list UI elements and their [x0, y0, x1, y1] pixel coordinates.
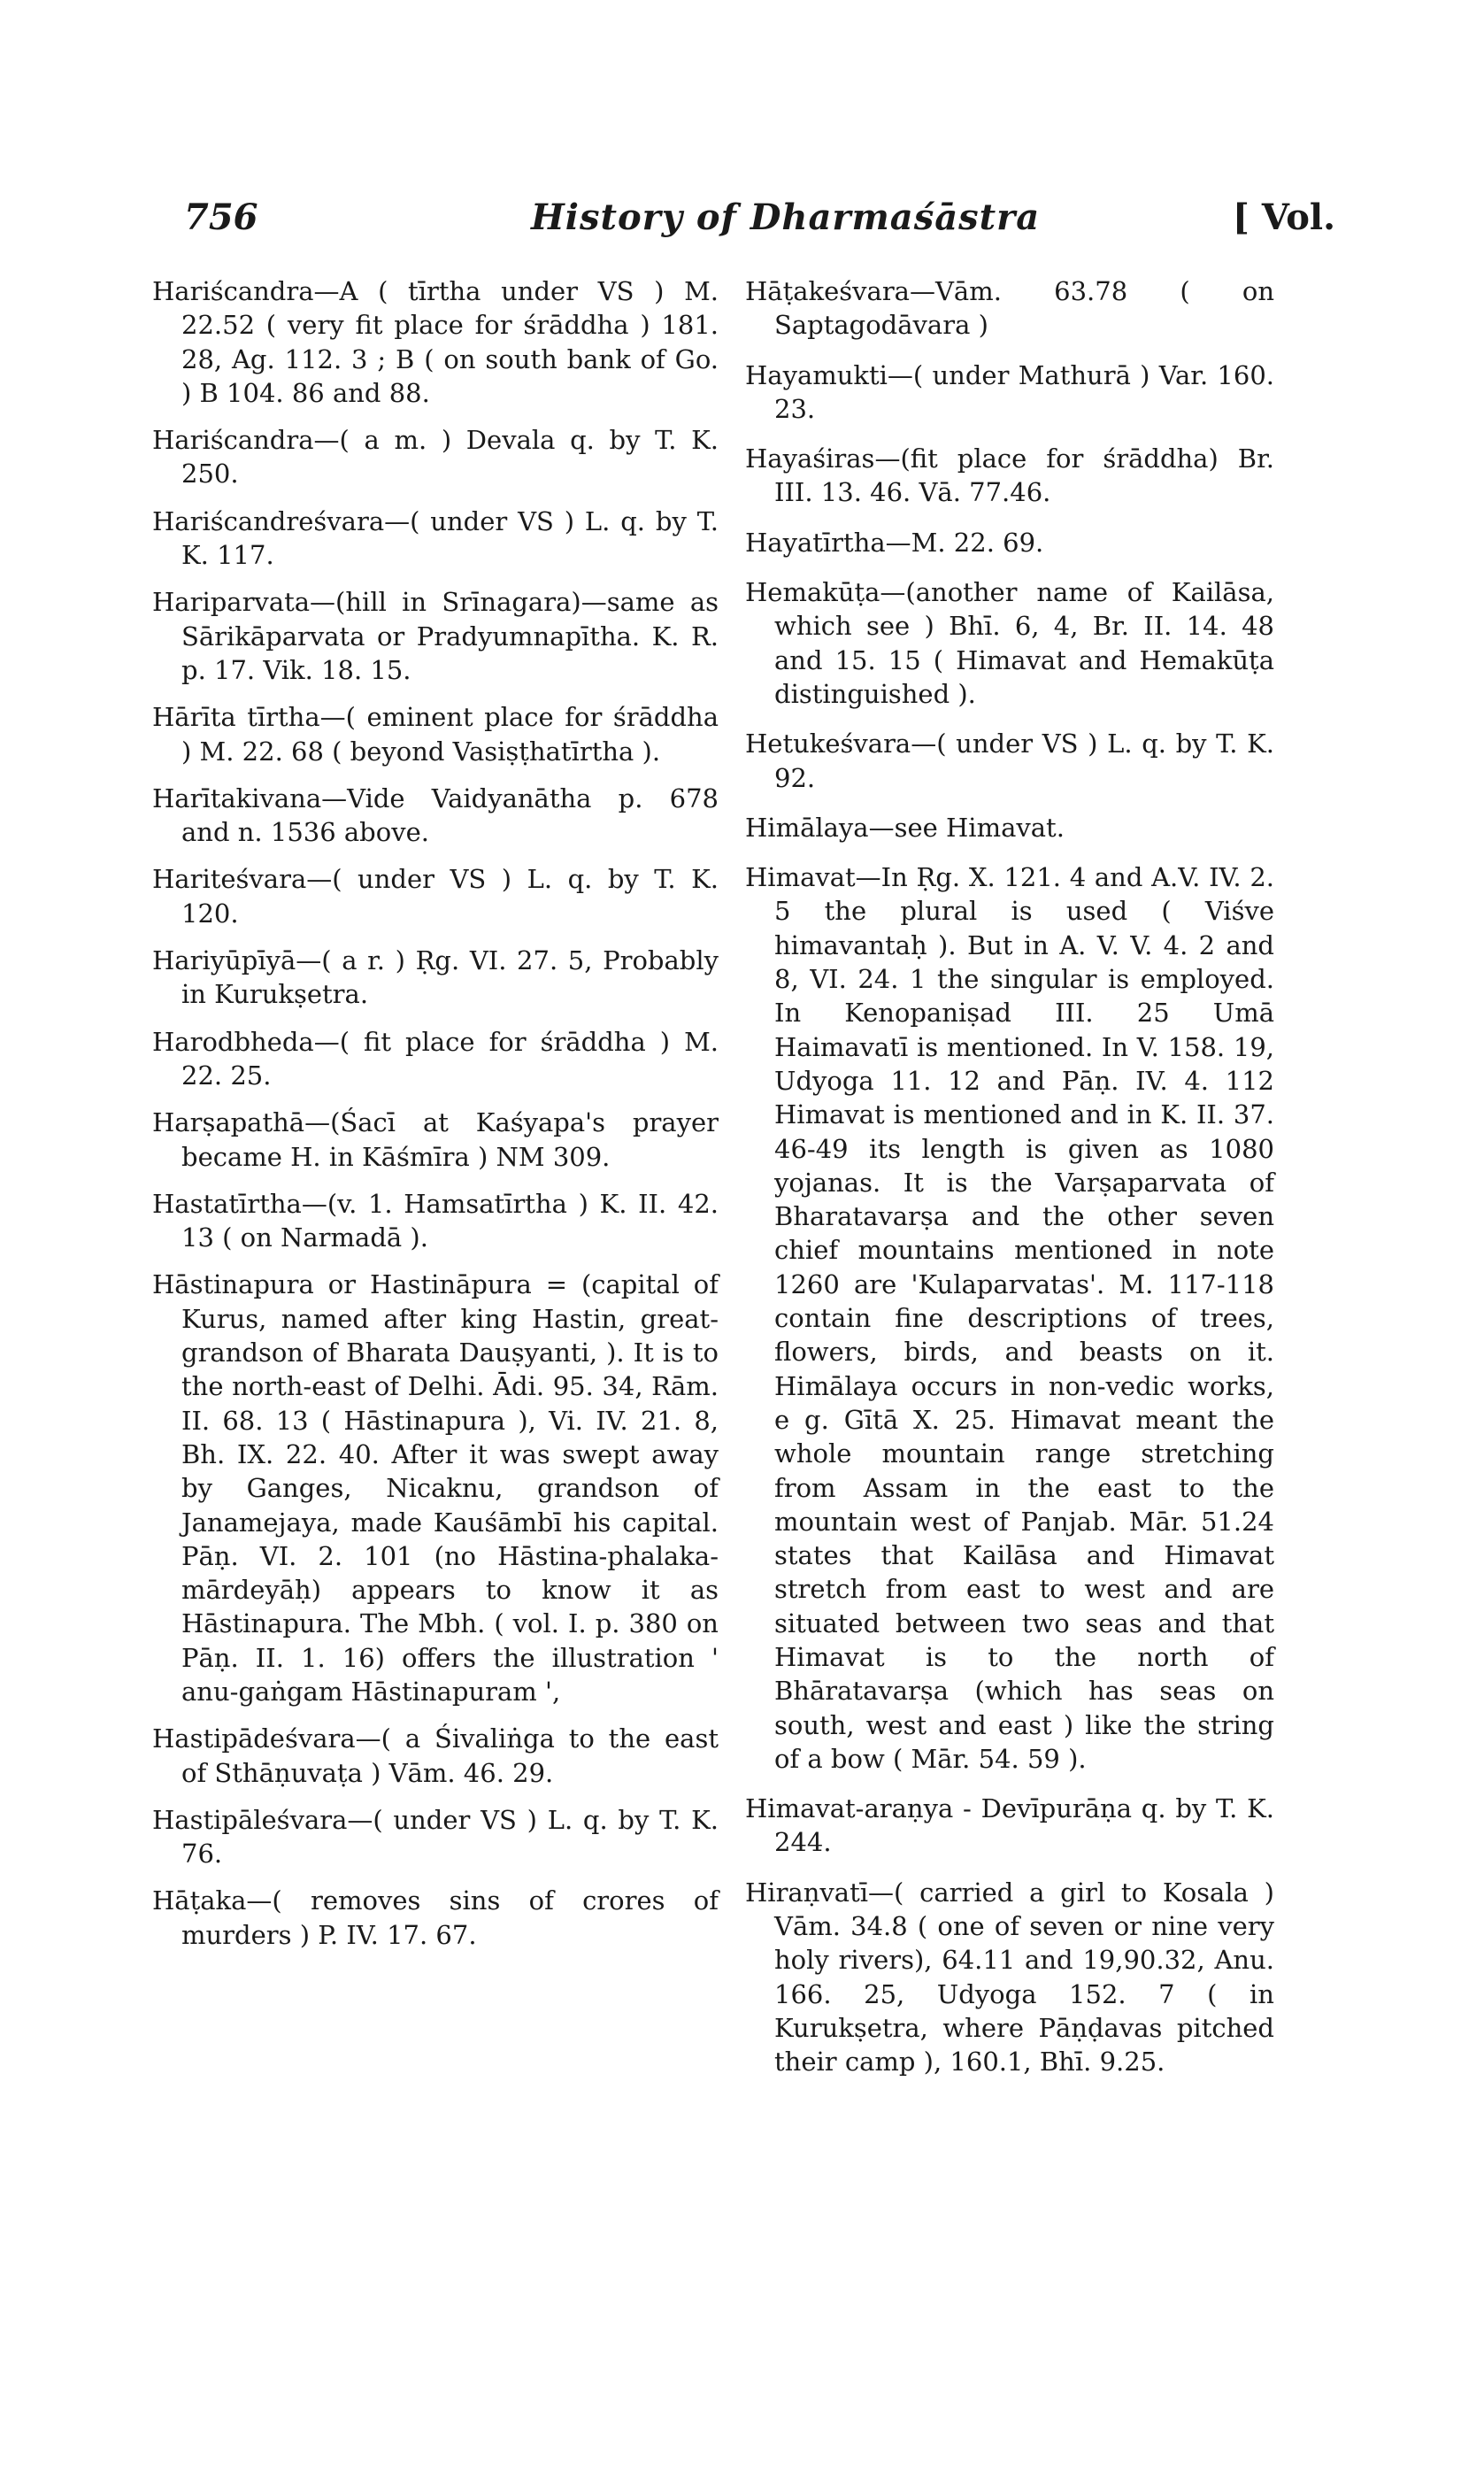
entry: Himālaya—see Himavat.	[745, 812, 1065, 843]
entry: Hastipādeśvara—( a Śivaliṅga to the east of Sthāṇuvaṭa ) Vām. 46. 29.	[152, 1723, 719, 1788]
entry: Harodbheda—( fit place for śrāddha ) M. 22. 25.	[152, 1026, 719, 1091]
entry: Hariteśvara—( under VS ) L. q. by T. K. 120.	[152, 864, 719, 929]
entry: Harītakivana—Vide Vaidyanātha p. 678 and n. 1536 above.	[152, 783, 719, 848]
entry: Hāṭakeśvara—Vām. 63.78 ( on Saptagodāvara )	[745, 276, 1274, 341]
entry: Hariścandra—A ( tīrtha under VS ) M. 22.52 ( very fit place for śrāddha ) 181. 28, Ag. 112. 3 ; B ( on south bank of Go. ) B 104. 86 and 88.	[152, 276, 719, 408]
entry: Hariścandra—( a m. ) Devala q. by T. K. 250.	[152, 425, 719, 490]
entry: Hastatīrtha—(v. 1. Hamsatīrtha ) K. II. 42. 13 ( on Narmadā ).	[152, 1188, 719, 1253]
entry: Hemakūṭa—(another name of Kailāsa, which see ) Bhī. 6, 4, Br. II. 14. 48 and 15. 15 ( Himavat and Hemakūṭa distinguished ).	[745, 577, 1274, 709]
entry: Hayatīrtha—M. 22. 69.	[745, 527, 1044, 558]
entry: Harṣapathā—(Śacī at Kaśyapa's prayer became H. in Kāśmīra ) NM 309.	[152, 1107, 719, 1172]
entry: Hārīta tīrtha—( eminent place for śrāddha ) M. 22. 68 ( beyond Vasiṣṭhatīrtha ).	[152, 702, 719, 767]
entry: Hayaśiras—(fit place for śrāddha) Br. III. 13. 46. Vā. 77.46.	[745, 443, 1274, 508]
entry: Hariparvata—(hill in Srīnagara)—same as Sārikāparvata or Pradyumnapītha. K. R. p. 17. Vik. 18. 15.	[152, 587, 719, 685]
left-column	[152, 274, 719, 1965]
running-title: History of Dharmaśāstra	[531, 197, 1041, 238]
entry: Hetukeśvara—( under VS ) L. q. by T. K. 92.	[745, 729, 1274, 793]
entry: Hāstinapura or Hastināpura = (capital of Kurus, named after king Hastin, great-grandson of Bharata Dauṣyanti, ). It is to the north-east of Delhi. Ādi. 95. 34, Rām. II. 68. 13 ( Hāstinapura ), Vi. IV. 21. 8, Bh. IX. 22. 40. After it was swept away by Ganges, Nicaknu, grandson of Janamejaya, made Kauśāmbī his capital. Pāṇ. VI. 2. 101 (no Hāstina-phalaka-mārdeyāḥ) appears to know it as Hāstinapura. The Mbh. ( vol. I. p. 380 on Pāṇ. II. 1. 16) offers the illustration ' anu-gaṅgam Hāstinapuram ',	[152, 1269, 719, 1707]
page-number: 756	[184, 197, 258, 238]
entry: Himavat—In Ṛg. X. 121. 4 and A.V. IV. 2. 5 the plural is used ( Viśve himavantaḥ ). But in A. V. V. 4. 2 and 8, VI. 24. 1 the singular is employed. In Kenopaniṣad III. 25 Umā Haimavatī is mentioned. In V. 158. 19, Udyoga 11. 12 and Pāṇ. IV. 4. 112 Himavat is mentioned and in K. II. 37. 46-49 its length is given as 1080 yojanas. It is the Varṣaparvata of Bharatavarṣa and the other seven chief mountains mentioned in note 1260 are 'Kulaparvatas'. M. 117-118 contain fine descriptions of trees, flowers, birds, and beasts on it. Himālaya occurs in non-vedic works, e g. Gītā X. 25. Himavat meant the whole mountain range stretching from Assam in the east to the mountain west of Panjab. Mār. 51.24 states that Kailāsa and Himavat stretch from east to west and are situated between two seas and that Himavat is to the north of Bhāratavarṣa (which has seas on south, west and east ) like the string of a bow ( Mār. 54. 59 ).	[745, 862, 1274, 1774]
entry: Hariyūpīyā—( a r. ) Ṛg. VI. 27. 5, Probably in Kurukṣetra.	[152, 945, 719, 1010]
volume-label: [ Vol.	[1233, 197, 1336, 238]
entry: Hayamukti—( under Mathurā ) Var. 160. 23.	[745, 359, 1274, 424]
entry: Himavat-araṇya - Devīpurāṇa q. by T. K. 244.	[745, 1793, 1274, 1858]
entry: Hastipāleśvara—( under VS ) L. q. by T. K. 76.	[152, 1804, 719, 1870]
right-column	[745, 274, 1274, 2095]
entry: Hariścandreśvara—( under VS ) L. q. by T. K. 117.	[152, 505, 719, 571]
entry: Hiraṇvatī—( carried a girl to Kosala ) Vām. 34.8 ( one of seven or nine very holy rivers), 64.11 and 19,90.32, Anu. 166. 25, Udyoga 152. 7 ( in Kurukṣetra, where Pāṇḍavas pitched their camp ), 160.1, Bhī. 9.25.	[745, 1877, 1274, 2078]
entry: Hāṭaka—( removes sins of crores of murders ) P. IV. 17. 67.	[152, 1885, 719, 1950]
